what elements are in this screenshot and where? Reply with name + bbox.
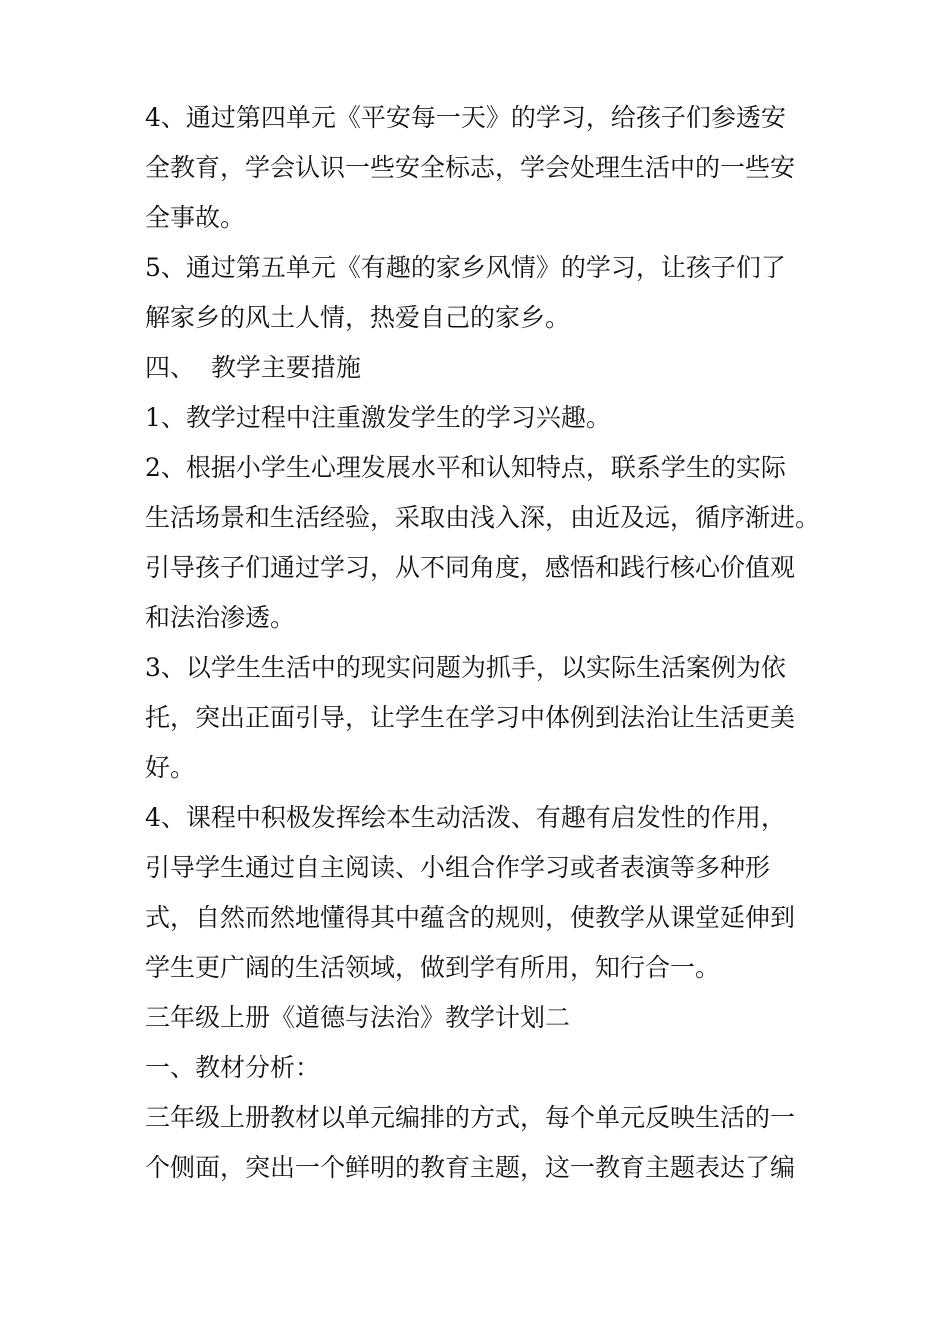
text-line: 引导学生通过自主阅读、小组合作学习或者表演等多种形 bbox=[145, 853, 771, 882]
text-line: 引导孩子们通过学习，从不同角度，感悟和践行核心价值观 bbox=[145, 553, 796, 582]
text-line: 托，突出正面引导，让学生在学习中体例到法治让生活更美 bbox=[145, 703, 796, 732]
text-line: 生活场景和生活经验，采取由浅入深，由近及远，循序渐进。 bbox=[145, 503, 821, 532]
text-line: 好。 bbox=[145, 753, 196, 782]
document-body bbox=[145, 93, 821, 1193]
text-line: 全教育，学会认识一些安全标志，学会处理生活中的一些安 bbox=[145, 153, 796, 182]
text-line: 5、通过第五单元《有趣的家乡风情》的学习，让孩子们了 bbox=[145, 253, 786, 282]
document-subtitle: 三年级上册《道德与法治》教学计划二 bbox=[145, 1003, 571, 1032]
text-line: 个侧面，突出一个鲜明的教育主题，这一教育主题表达了编 bbox=[145, 1153, 796, 1182]
text-line: 3、以学生生活中的现实问题为抓手，以实际生活案例为依 bbox=[145, 653, 786, 682]
section-heading: 四、 教学主要措施 bbox=[145, 353, 361, 382]
text-line: 三年级上册教材以单元编排的方式，每个单元反映生活的一 bbox=[145, 1103, 796, 1132]
text-line: 全事故。 bbox=[145, 203, 246, 232]
section-heading: 一、教材分析： bbox=[145, 1053, 321, 1082]
text-line: 式，自然而然地懂得其中蕴含的规则，使教学从课堂延伸到 bbox=[145, 903, 796, 932]
text-line: 4、通过第四单元《平安每一天》的学习，给孩子们参透安 bbox=[145, 103, 786, 132]
text-line: 1、教学过程中注重激发学生的学习兴趣。 bbox=[145, 403, 611, 432]
text-line: 和法治渗透。 bbox=[145, 603, 296, 632]
text-line: 4、课程中积极发挥绘本生动活泼、有趣有启发性的作用， bbox=[145, 803, 786, 832]
text-line: 2、根据小学生心理发展水平和认知特点，联系学生的实际 bbox=[145, 453, 786, 482]
text-line: 学生更广阔的生活领域，做到学有所用，知行合一。 bbox=[145, 953, 721, 982]
text-line: 解家乡的风土人情，热爱自己的家乡。 bbox=[145, 303, 571, 332]
